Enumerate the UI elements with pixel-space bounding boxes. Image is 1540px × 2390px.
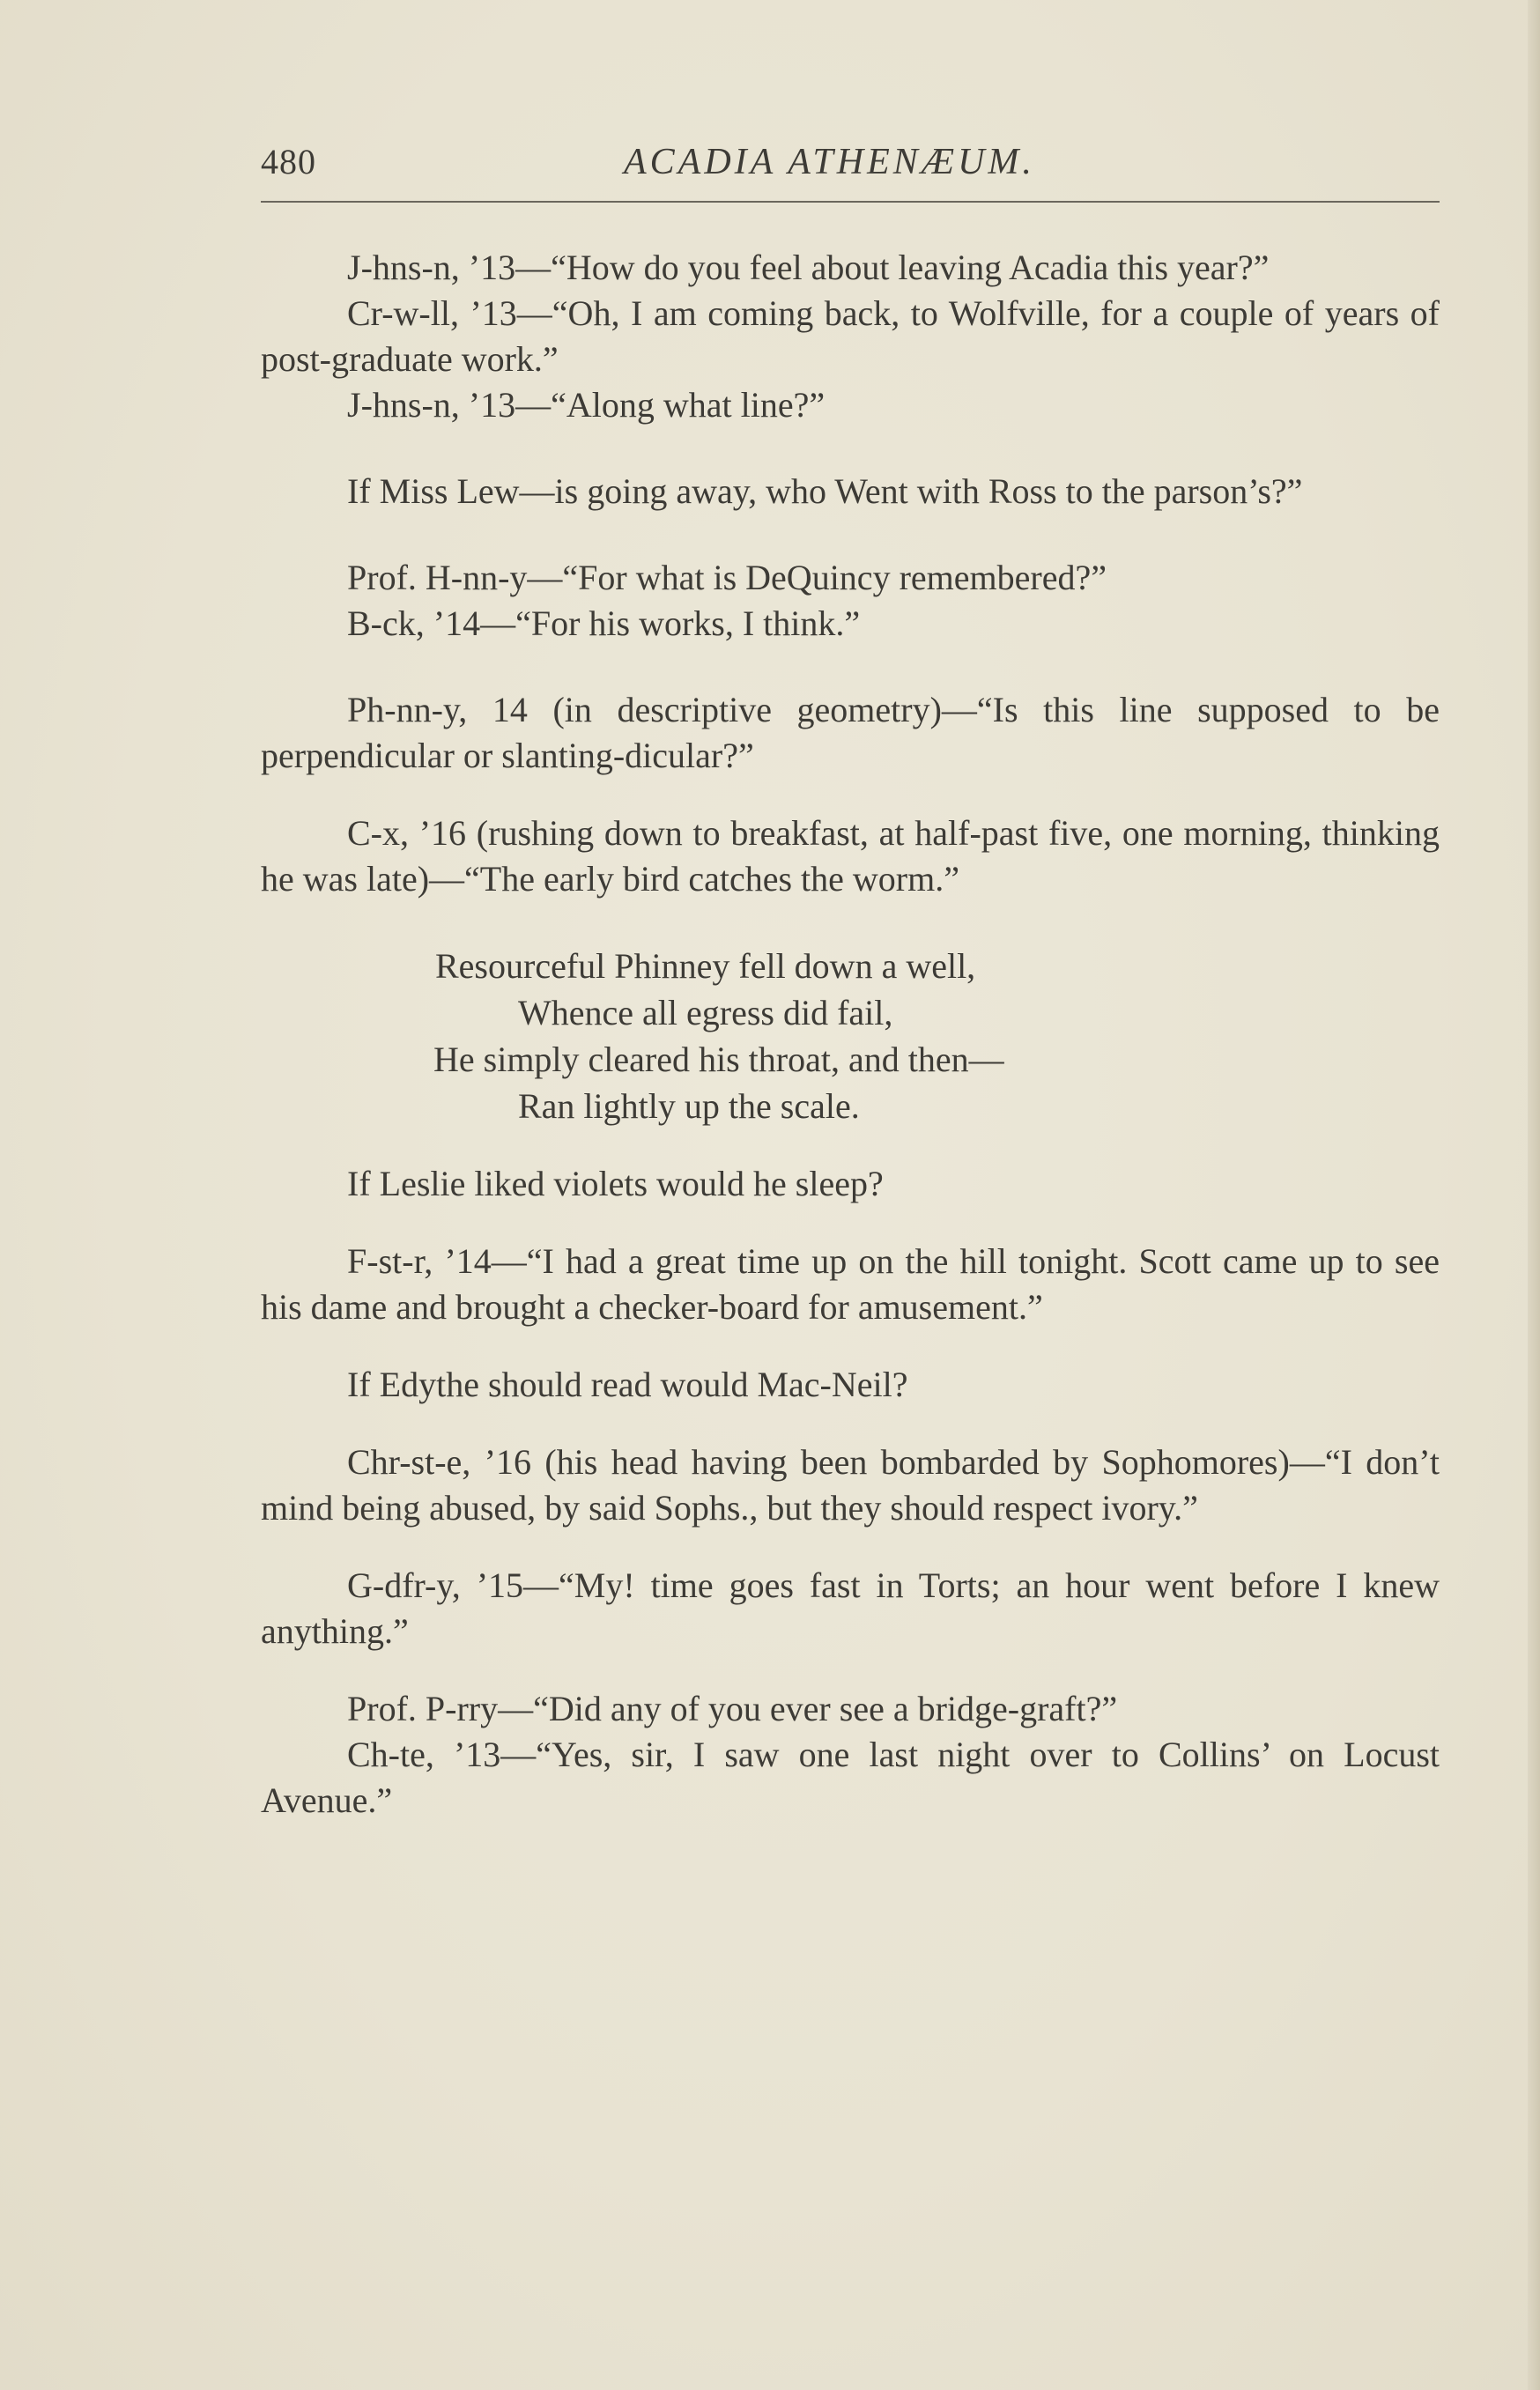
paragraph: J-hns-n, ’13—“How do you feel about leaving Acadia this year?” bbox=[347, 248, 1270, 287]
spacer bbox=[261, 779, 1440, 810]
paragraph: Prof. H-nn-y—“For what is DeQuincy remembered?” bbox=[347, 558, 1107, 597]
paragraph: Chr-st-e, ’16 (his head having been bombarded by Sophomores)—“I don’t mind being abused, by said Sophs., but they should respect ivory.” bbox=[261, 1442, 1440, 1528]
verse-line: Ran lightly up the scale. bbox=[518, 1086, 860, 1126]
paragraph: Cr-w-ll, ’13—“Oh, I am coming back, to Wolfville, for a couple of years of post-graduate work.” bbox=[261, 293, 1440, 379]
spacer bbox=[261, 647, 1440, 687]
page-number: 480 bbox=[261, 142, 316, 181]
header-rule bbox=[261, 201, 1440, 203]
paragraph: B-ck, ’14—“For his works, I think.” bbox=[347, 603, 861, 643]
paragraph: C-x, ’16 (rushing down to breakfast, at half-past five, one morning, thinking he was late)—“The early bird catches the worm.” bbox=[261, 813, 1440, 899]
paragraph: Prof. P-rry—“Did any of you ever see a bridge-graft?” bbox=[347, 1689, 1118, 1728]
verse-line: Whence all egress did fail, bbox=[518, 993, 893, 1032]
spacer bbox=[261, 902, 1440, 943]
spacer bbox=[261, 1129, 1440, 1161]
body-text bbox=[261, 245, 1440, 1824]
spacer bbox=[261, 1654, 1440, 1686]
paragraph: If Miss Lew—is going away, who Went with Ross to the parson’s?” bbox=[347, 471, 1303, 511]
paragraph: If Leslie liked violets would he sleep? bbox=[347, 1164, 884, 1203]
spacer bbox=[261, 1531, 1440, 1563]
paragraph: J-hns-n, ’13—“Along what line?” bbox=[347, 385, 826, 425]
verse-line: He simply cleared his throat, and then— bbox=[433, 1040, 1004, 1079]
running-head: ACADIA ATHENÆUM. bbox=[624, 142, 1035, 182]
spacer bbox=[261, 514, 1440, 555]
paragraph: Ch-te, ’13—“Yes, sir, I saw one last night over to Collins’ on Locust Avenue.” bbox=[261, 1735, 1440, 1820]
page-header bbox=[261, 141, 1441, 203]
spacer bbox=[261, 1330, 1440, 1362]
spacer bbox=[261, 1408, 1440, 1439]
spacer bbox=[261, 1207, 1440, 1239]
verse bbox=[433, 943, 1440, 1129]
page-edge bbox=[1528, 0, 1540, 2390]
paragraph: F-st-r, ’14—“I had a great time up on the hill tonight. Scott came up to see his dame and brought a checker-board for amusement.” bbox=[261, 1241, 1440, 1327]
paragraph: If Edythe should read would Mac-Neil? bbox=[347, 1365, 908, 1404]
spacer bbox=[261, 428, 1440, 469]
paragraph: Ph-nn-y, 14 (in descriptive geometry)—“Is this line supposed to be perpendicular or slanting-dicular?” bbox=[261, 690, 1440, 775]
verse-line: Resourceful Phinney fell down a well, bbox=[435, 946, 976, 986]
paragraph: G-dfr-y, ’15—“My! time goes fast in Torts; an hour went before I knew anything.” bbox=[261, 1565, 1440, 1651]
